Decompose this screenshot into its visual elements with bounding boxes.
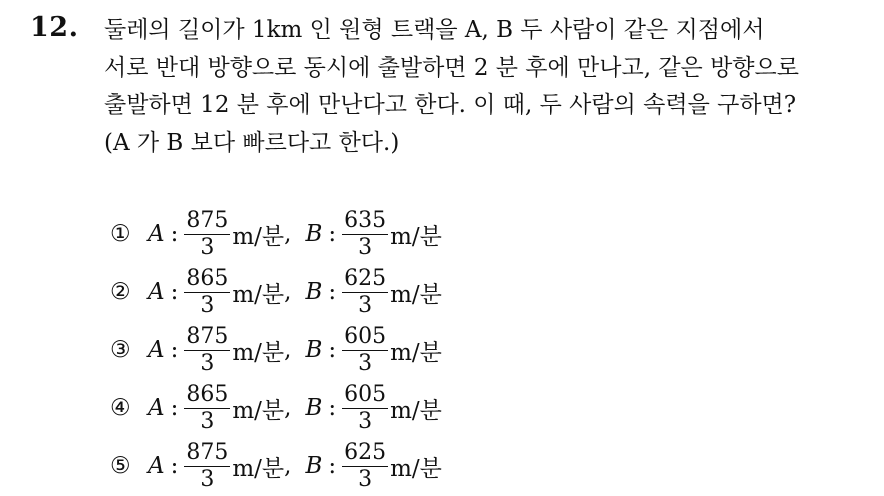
fraction-numerator: 625 (344, 439, 387, 465)
choice-marker: ⑤ (110, 453, 131, 479)
unit: m/분 (390, 455, 442, 482)
fraction-denominator: 3 (200, 234, 215, 260)
colon: : (170, 221, 179, 247)
colon: : (328, 395, 337, 421)
choice-2[interactable] (110, 263, 670, 321)
unit: m/분 (232, 339, 285, 366)
fraction-a (184, 381, 230, 434)
speed-label-b: B (305, 337, 323, 363)
fraction-b (342, 381, 388, 434)
choice-1[interactable] (110, 205, 670, 263)
unit: m/분 (390, 397, 442, 424)
answer-choices (110, 205, 670, 495)
speed-label-b: B (305, 221, 323, 247)
fraction-denominator: 3 (358, 292, 373, 318)
fraction-b (342, 323, 388, 376)
speed-label-a: A (148, 279, 165, 305)
separator: , (284, 279, 292, 305)
fraction-denominator: 3 (200, 292, 215, 318)
speed-label-a: A (148, 337, 165, 363)
fraction-numerator: 865 (186, 381, 229, 407)
choice-marker: ④ (110, 395, 131, 421)
colon: : (170, 337, 179, 363)
question-stem (104, 12, 874, 162)
question-number: 12. (30, 12, 79, 43)
choice-marker: ② (110, 279, 131, 305)
choice-4[interactable] (110, 379, 670, 437)
unit: m/분 (390, 223, 442, 250)
fraction-denominator: 3 (200, 466, 215, 492)
stem-line-2: 서로 반대 방향으로 동시에 출발하면 2 분 후에 만나고, 같은 방향으로 (104, 54, 799, 81)
fraction-numerator: 865 (186, 265, 229, 291)
fraction-numerator: 625 (344, 265, 387, 291)
fraction-denominator: 3 (200, 350, 215, 376)
choice-3[interactable] (110, 321, 670, 379)
fraction-numerator: 875 (186, 323, 229, 349)
unit: m/분 (232, 455, 285, 482)
fraction-a (184, 265, 230, 318)
unit: m/분 (390, 339, 442, 366)
colon: : (170, 395, 179, 421)
fraction-b (342, 207, 388, 260)
stem-line-4: (A 가 B 보다 빠르다고 한다.) (104, 129, 400, 156)
colon: : (328, 221, 337, 247)
colon: : (328, 453, 337, 479)
unit: m/분 (390, 281, 442, 308)
speed-label-b: B (305, 453, 323, 479)
separator: , (284, 395, 292, 421)
unit: m/분 (232, 397, 285, 424)
speed-label-b: B (305, 395, 323, 421)
fraction-b (342, 265, 388, 318)
fraction-numerator: 875 (186, 439, 229, 465)
colon: : (328, 279, 337, 305)
fraction-b (342, 439, 388, 492)
choice-marker: ① (110, 221, 131, 247)
speed-label-a: A (148, 221, 165, 247)
fraction-a (184, 207, 230, 260)
speed-label-b: B (305, 279, 323, 305)
fraction-numerator: 635 (344, 207, 387, 233)
fraction-denominator: 3 (200, 408, 215, 434)
fraction-denominator: 3 (358, 350, 373, 376)
fraction-denominator: 3 (358, 408, 373, 434)
speed-label-a: A (148, 395, 165, 421)
separator: , (284, 453, 292, 479)
unit: m/분 (232, 223, 285, 250)
unit: m/분 (232, 281, 285, 308)
colon: : (170, 279, 179, 305)
colon: : (170, 453, 179, 479)
colon: : (328, 337, 337, 363)
fraction-numerator: 605 (344, 323, 387, 349)
fraction-a (184, 439, 230, 492)
fraction-numerator: 875 (186, 207, 229, 233)
fraction-numerator: 605 (344, 381, 387, 407)
choice-marker: ③ (110, 337, 131, 363)
fraction-denominator: 3 (358, 466, 373, 492)
speed-label-a: A (148, 453, 165, 479)
stem-line-3: 출발하면 12 분 후에 만난다고 한다. 이 때, 두 사람의 속력을 구하면? (104, 92, 797, 118)
separator: , (284, 221, 292, 247)
separator: , (284, 337, 292, 363)
stem-line-1: 둘레의 길이가 1km 인 원형 트랙을 A, B 두 사람이 같은 지점에서 (104, 17, 765, 43)
fraction-a (184, 323, 230, 376)
choice-5[interactable] (110, 437, 670, 495)
fraction-denominator: 3 (358, 234, 373, 260)
